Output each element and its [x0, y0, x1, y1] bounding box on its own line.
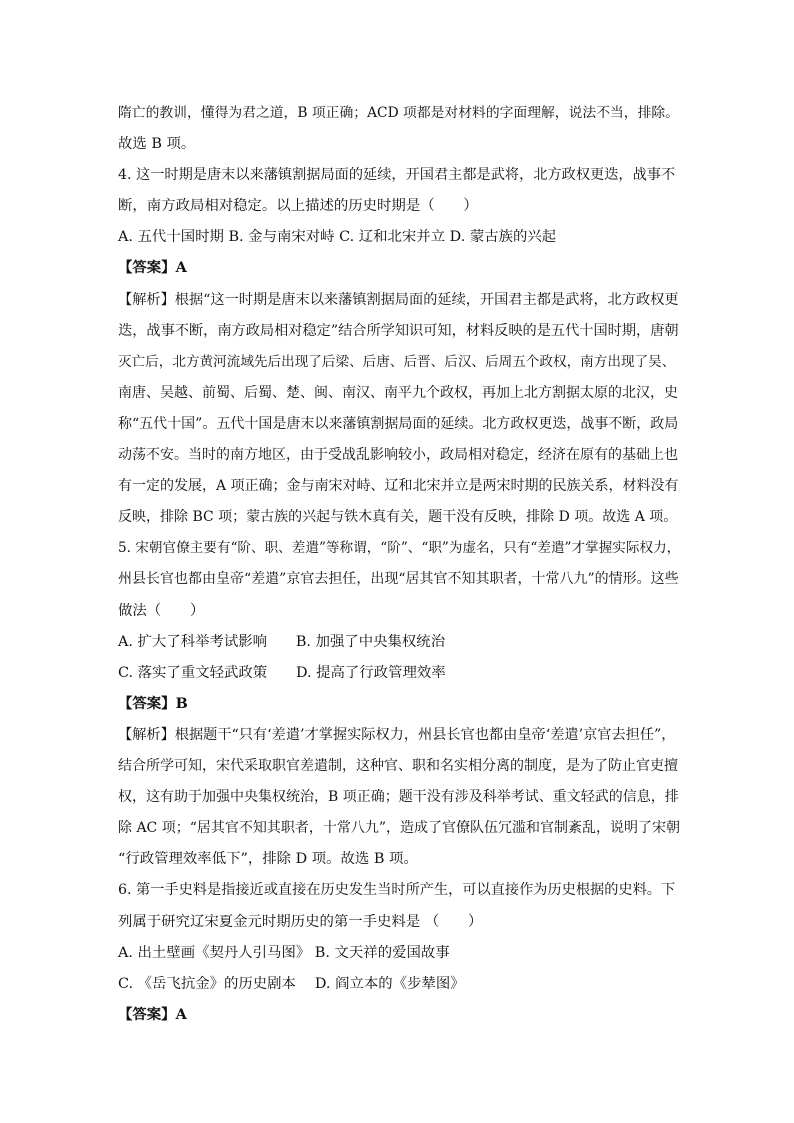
- question-6-stem: 6. 第一手史料是指接近或直接在历史发生当时所产生，可以直接作为历史根据的史料。下: [118, 882, 676, 898]
- question-4-analysis: 【解析】根据“这一时期是唐末以来藩镇割据局面的延续，开国君主都是武将，北方政权更: [118, 292, 679, 308]
- question-5-analysis: 结合所学可知，宋代采取职官差遣制，这种官、职和名实相分离的制度，是为了防止官吏擅: [118, 758, 678, 774]
- question-4-analysis: 称“五代十国”。五代十国是唐末以来藩镇割据局面的延续。北方政权更迭，战事不断，政局: [118, 416, 679, 432]
- question-5-analysis: “行政管理效率低下”，排除 D 项。故选 B 项。: [118, 851, 418, 867]
- question-5-stem: 做法（ ）: [118, 603, 205, 619]
- question-5-analysis: 除 AC 项；“居其官不知其职者，十常八九”，造成了官僚队伍冗滥和官制紊乱，说明了宋朝: [118, 820, 681, 836]
- question-6-options: A. 出土壁画《契丹人引马图》 B. 文天祥的爱国故事: [118, 945, 450, 961]
- question-4-analysis: 灭亡后，北方黄河流域先后出现了后梁、后唐、后晋、后汉、后周五个政权，南方出现了吴、: [118, 354, 676, 370]
- question-6-stem: 列属于研究辽宋夏金元时期历史的第一手史料是 （ ）: [118, 914, 483, 930]
- question-6-answer: 【答案】A: [118, 1006, 187, 1023]
- question-4-answer: 【答案】A: [118, 259, 187, 276]
- question-5-stem: 5. 宋朝官僚主要有“阶、职、差遣”等称谓，“阶”、“职”为虚名，只有“差遣”才掌握实际权力，: [118, 540, 681, 556]
- question-5-stem: 州县长官也都由皇帝“差遣”京官去担任，出现“居其官不知其职者，十常八九”的情形。这些: [118, 571, 679, 587]
- question-6-options: C. 《岳飞抗金》的历史剧本 D. 阎立本的《步辇图》: [118, 976, 465, 992]
- question-4-analysis: 反映，排除 BC 项；蒙古族的兴起与铁木真有关，题干没有反映，排除 D 项。故选 A 项。: [118, 509, 678, 525]
- question-5-analysis: 【解析】根据题干“只有‘差遣’才掌握实际权力，州县长官也都由皇帝‘差遣’京官去担任”，: [118, 727, 676, 743]
- question-4-options: A. 五代十国时期 B. 金与南宋对峙 C. 辽和北宋并立 D. 蒙古族的兴起: [118, 229, 557, 245]
- question-5-answer: 【答案】B: [118, 695, 188, 712]
- question-5-analysis: 权，这有助于加强中央集权统治，B 项正确；题干没有涉及科举考试、重文轻武的信息，排: [118, 789, 679, 805]
- text-line: 隋亡的教训，懂得为君之道，B 项正确；ACD 项都是对材料的字面理解，说法不当，排除。: [118, 105, 679, 121]
- question-5-options: A. 扩大了科举考试影响 B. 加强了中央集权统治: [118, 634, 446, 650]
- question-5-options: C. 落实了重文轻武政策 D. 提高了行政管理效率: [118, 665, 446, 681]
- question-4-analysis: 迭，战事不断，南方政局相对稳定”结合所学知识可知，材料反映的是五代十国时期，唐朝: [118, 323, 679, 339]
- question-4-analysis: 动荡不安。当时的南方地区，由于受战乱影响较小，政局相对稳定，经济在原有的基础上也: [118, 447, 678, 463]
- question-4-analysis: 有一定的发展，A 项正确；金与南宋对峙、辽和北宋并立是两宋时期的民族关系，材料没有: [118, 478, 679, 494]
- question-4-stem: 4. 这一时期是唐末以来藩镇割据局面的延续，开国君主都是武将，北方政权更迭，战事不: [118, 167, 676, 183]
- text-line: 故选 B 项。: [118, 136, 196, 152]
- question-4-stem: 断，南方政局相对稳定。以上描述的历史时期是（ ）: [118, 198, 478, 214]
- question-4-analysis: 南唐、吴越、前蜀、后蜀、楚、闽、南汉、南平九个政权，再加上北方割据太原的北汉，史: [118, 385, 678, 401]
